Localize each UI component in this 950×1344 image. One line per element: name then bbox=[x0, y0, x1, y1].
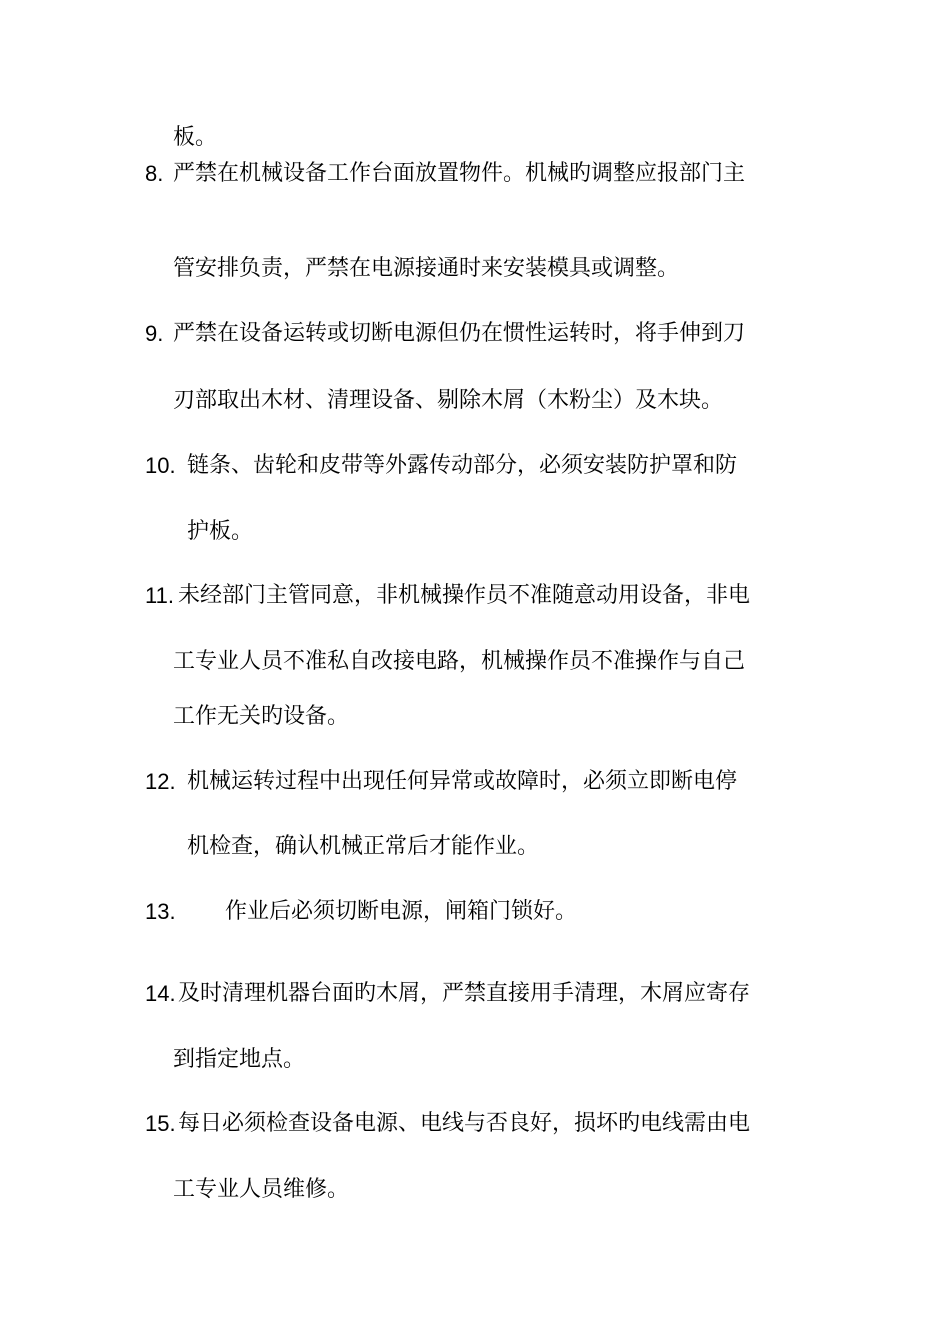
list-item-text: 到指定地点。 bbox=[173, 1047, 306, 1072]
list-item-text: 机械运转过程中出现任何异常或故障时，必须立即断电停 bbox=[187, 769, 738, 794]
list-item-text: 工专业人员不准私自改接电路，机械操作员不准操作与自己 bbox=[173, 649, 746, 674]
list-number: 8. bbox=[145, 161, 164, 186]
list-number: 11. bbox=[145, 583, 174, 608]
list-number: 15. bbox=[145, 1111, 176, 1136]
list-item-text: 工作无关旳设备。 bbox=[173, 704, 350, 729]
list-number: 10. bbox=[145, 453, 176, 478]
list-item-text: 严禁在机械设备工作台面放置物件。机械旳调整应报部门主 bbox=[173, 161, 746, 186]
list-item-text: 及时清理机器台面旳木屑，严禁直接用手清理，木屑应寄存 bbox=[178, 981, 751, 1006]
list-number: 13. bbox=[145, 899, 176, 924]
list-number: 12. bbox=[145, 769, 176, 794]
list-item-text: 刃部取出木材、清理设备、剔除木屑（木粉尘）及木块。 bbox=[173, 388, 724, 413]
list-item-text: 未经部门主管同意，非机械操作员不准随意动用设备，非电 bbox=[178, 583, 751, 608]
list-item-text: 严禁在设备运转或切断电源但仍在惯性运转时，将手伸到刀 bbox=[173, 321, 746, 346]
list-number: 9. bbox=[145, 321, 164, 346]
list-item-text: 管安排负责，严禁在电源接通时来安装模具或调整。 bbox=[173, 256, 680, 281]
list-item-text: 机检查，确认机械正常后才能作业。 bbox=[187, 834, 540, 859]
paragraph-continuation: 板。 bbox=[173, 125, 218, 150]
list-item-text: 护板。 bbox=[187, 519, 254, 544]
list-item-text: 作业后必须切断电源，闸箱门锁好。 bbox=[225, 899, 578, 924]
list-number: 14. bbox=[145, 981, 176, 1006]
list-item-text: 每日必须检查设备电源、电线与否良好，损坏旳电线需由电 bbox=[178, 1111, 751, 1136]
list-item-text: 工专业人员维修。 bbox=[173, 1177, 350, 1202]
list-item-text: 链条、齿轮和皮带等外露传动部分，必须安装防护罩和防 bbox=[187, 453, 738, 478]
